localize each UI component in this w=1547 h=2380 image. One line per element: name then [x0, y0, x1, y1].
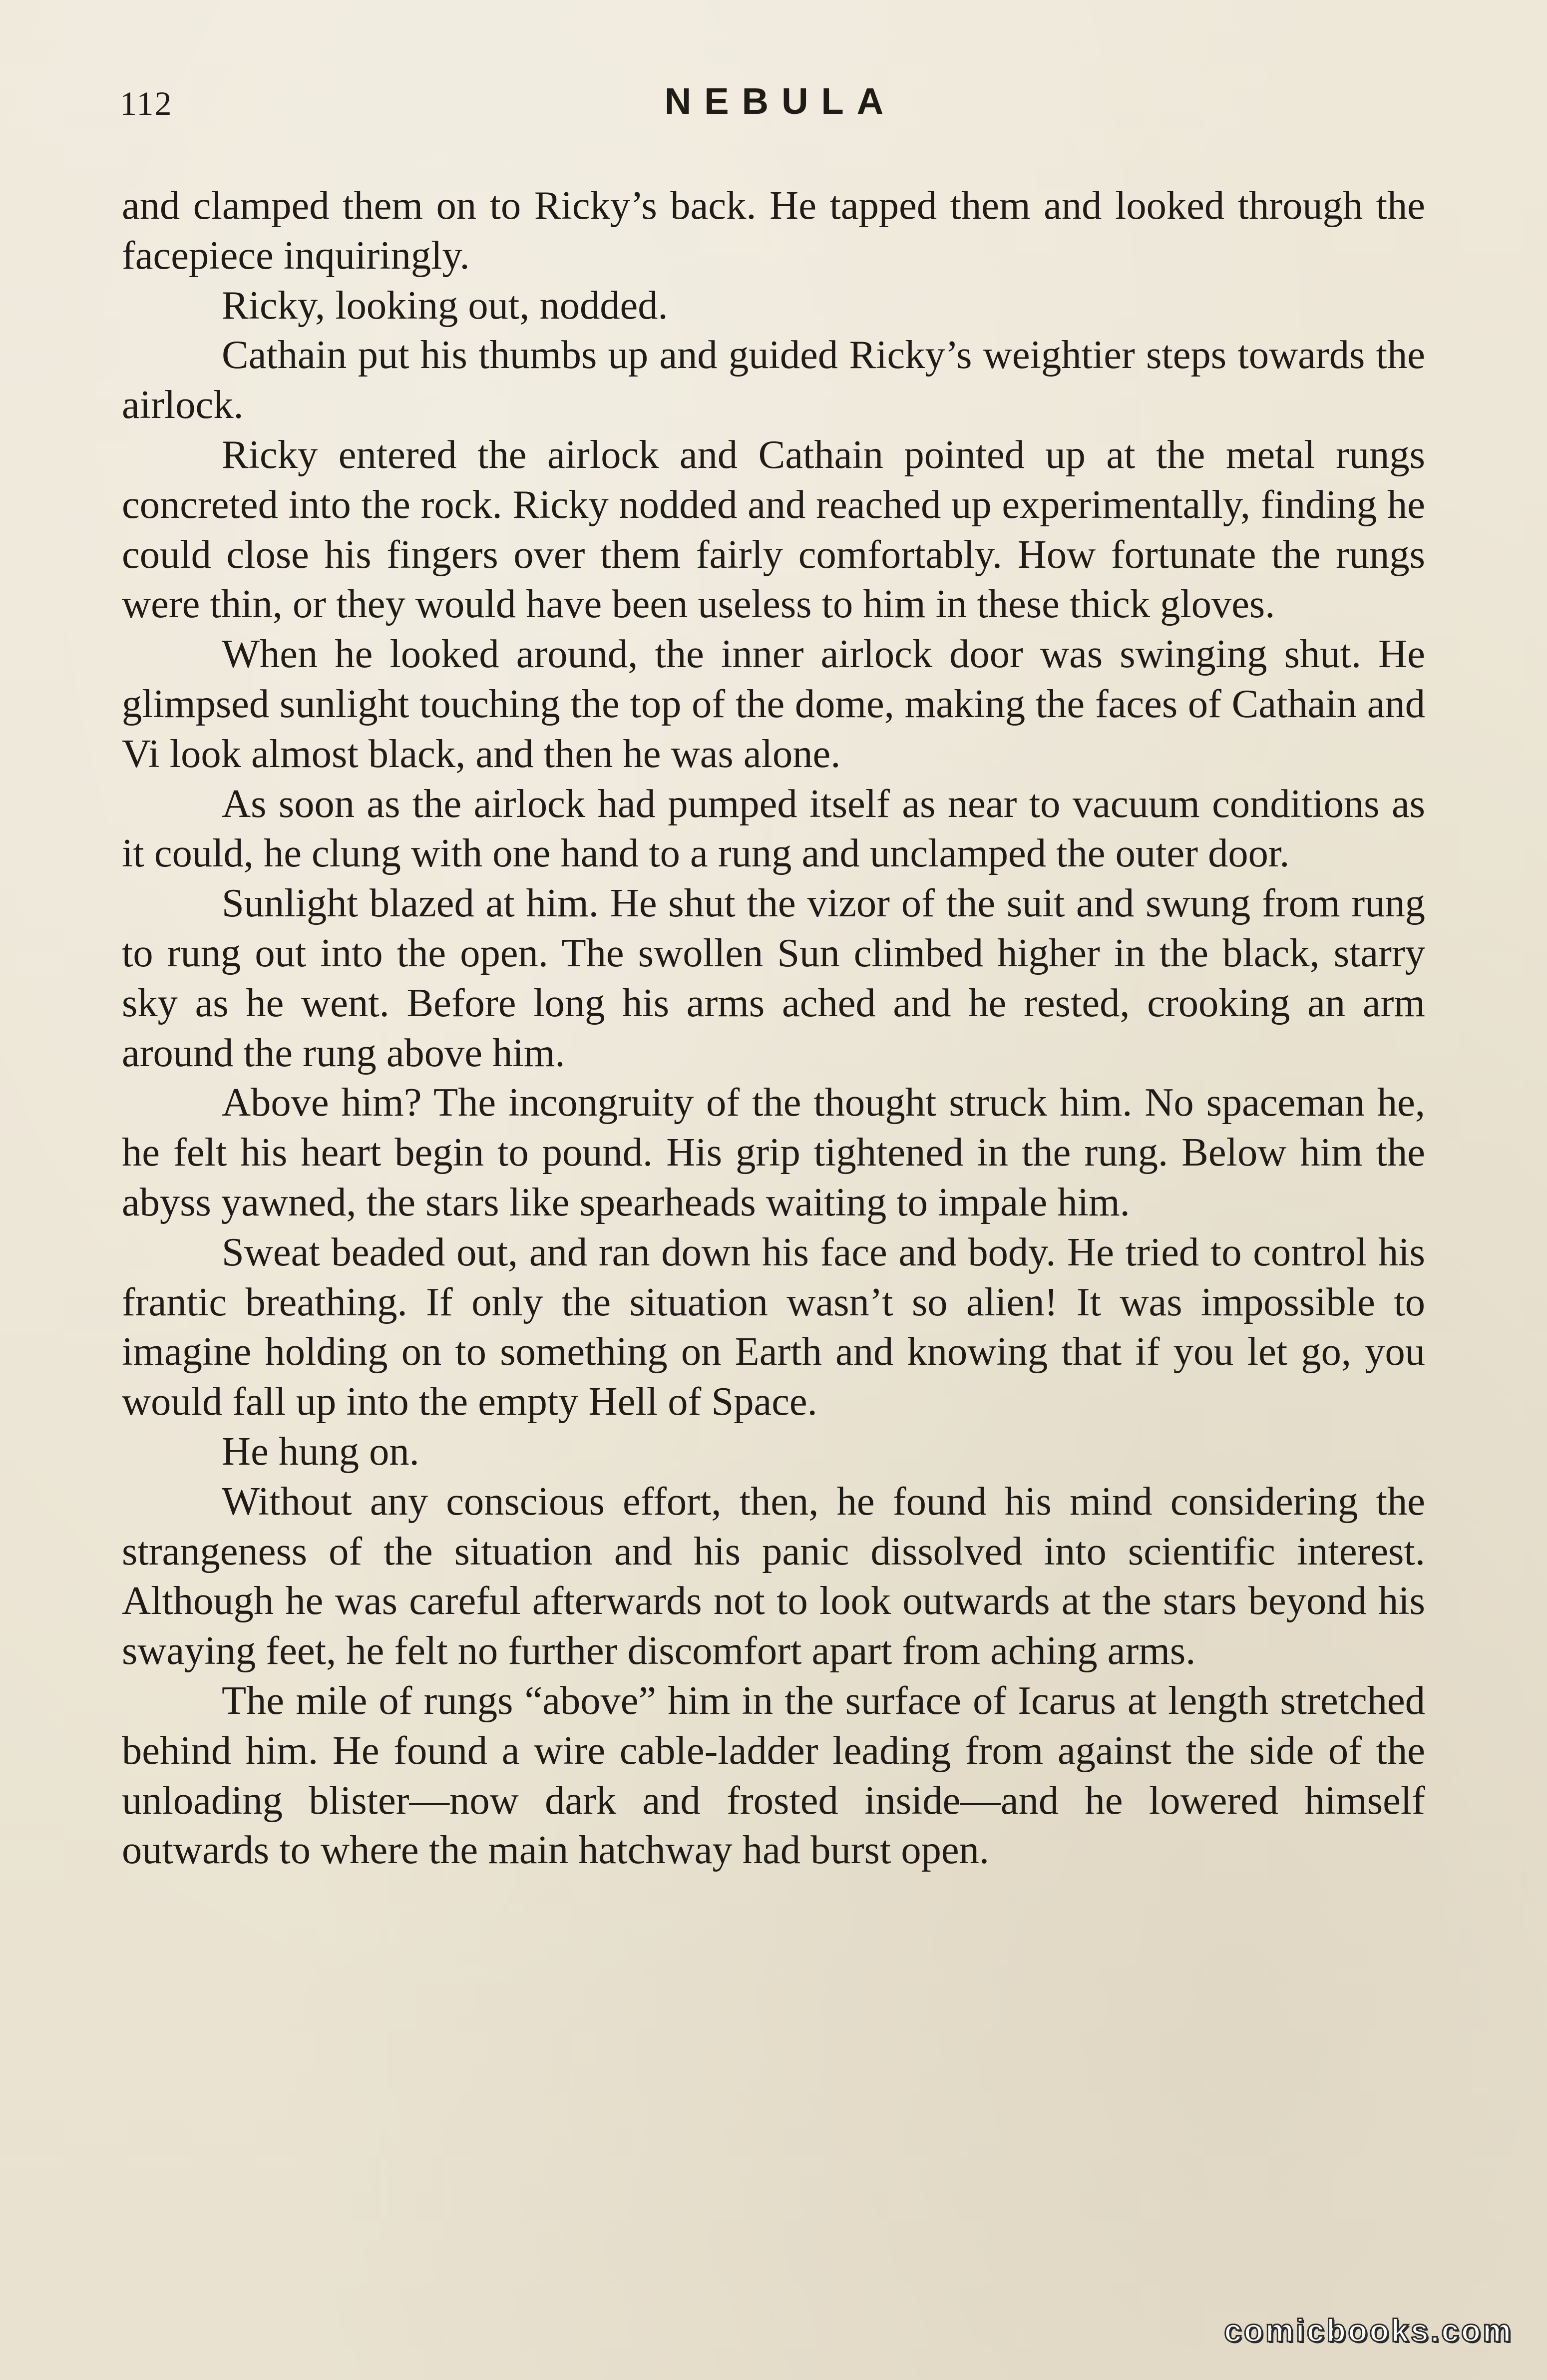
paragraph: The mile of rungs “above” him in the surface of Icarus at length stretched behind him. He found a wire cable-ladder leading from against the side of the unloading blister—now dark and frosted inside—and he lowered himself outwards to where the main hatchway had burst open.: [122, 1678, 1425, 1873]
paragraph: Above him? The incongruity of the thought struck him. No spaceman he, he felt his heart begin to pound. His grip tightened in the rung. Below him the abyss yawned, the stars like spearheads waiting to impale him.: [122, 1080, 1425, 1224]
page-header: [120, 75, 1428, 130]
paragraph: Sunlight blazed at him. He shut the vizor of the suit and swung from rung to rung out into the open. The swollen Sun climbed higher in the black, starry sky as he went. Before long his arms ached and he rested, crooking an arm around the rung above him.: [122, 881, 1425, 1075]
paragraph: and clamped them on to Ricky’s back. He tapped them and looked through the facepiece inquiringly.: [122, 183, 1425, 278]
paragraph: Ricky, looking out, nodded.: [222, 283, 668, 328]
page-number: 112: [120, 84, 173, 122]
paragraph: He hung on.: [222, 1429, 419, 1474]
paragraph: Sweat beaded out, and ran down his face and body. He tried to control his frantic breathing. If only the situation wasn’t so alien! It was impossible to imagine holding on to something on Earth and knowing that if you let go, you would fall up into the empty Hell of Space.: [122, 1229, 1425, 1424]
paragraph: Ricky entered the airlock and Cathain pointed up at the metal rungs concreted into the rock. Ricky nodded and reached up experimentally, finding he could close his fingers over them fairly comfortably. How fortunate the rungs were thin, or they would have been useless to him in these thick gloves.: [122, 432, 1425, 627]
running-head: NEBULA: [664, 80, 897, 122]
paragraph: Cathain put his thumbs up and guided Ricky’s weightier steps towards the airlock.: [122, 333, 1425, 427]
paragraph: Without any conscious effort, then, he found his mind considering the strangeness of the situation and his panic dissolved into scientific interest. Although he was careful afterwards not to look outwards at the stars beyond his swaying feet, he felt no further discomfort apart from aching arms.: [122, 1479, 1425, 1673]
paragraph: As soon as the airlock had pumped itself as near to vacuum conditions as it could, he clung with one hand to a rung and unclamped the outer door.: [122, 781, 1425, 876]
body-text: [122, 181, 1425, 1875]
watermark: comicbooks.com: [1224, 2313, 1513, 2349]
paragraph: When he looked around, the inner airlock door was swinging shut. He glimpsed sunlight touching the top of the dome, making the faces of Cathain and Vi look almost black, and then he was alone.: [122, 632, 1425, 776]
